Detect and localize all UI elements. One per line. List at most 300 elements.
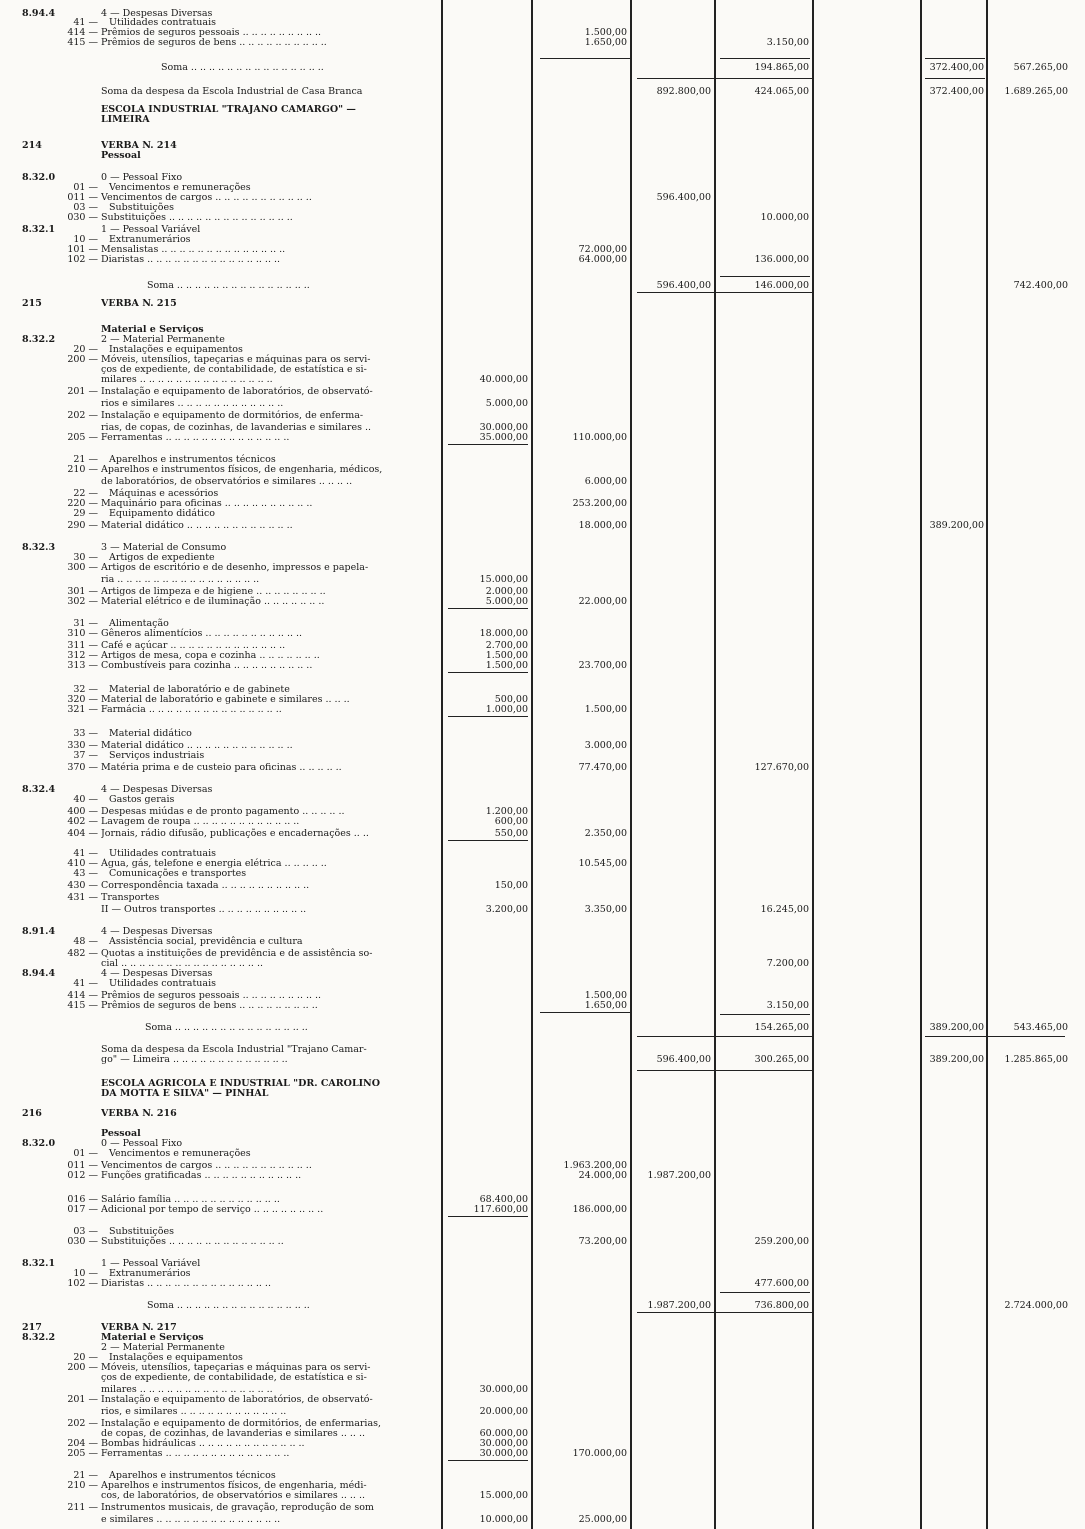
item-number: 03 —	[73, 202, 98, 213]
item-number: 20 —	[73, 344, 98, 355]
amount-col-1: 150,00	[494, 880, 528, 891]
budget-code: 8.32.0	[22, 172, 56, 183]
item-number: 300 —	[67, 562, 98, 573]
item-description: Aparelhos e instrumentos técnicos	[109, 1470, 276, 1481]
ledger-row	[0, 1372, 1085, 1384]
amount-col-1: 30.000,00	[479, 1438, 528, 1449]
item-description: Instalações e equipamentos	[109, 344, 243, 355]
item-description: Lavagem de roupa .. .. .. .. .. .. .. .. .. .. .. ..	[101, 816, 300, 827]
item-description: Máquinas e acessórios	[109, 488, 219, 499]
amount-col-1: 500,00	[494, 694, 528, 705]
item-description: Maquinário para oficinas .. .. .. .. .. .. .. .. .. ..	[101, 498, 313, 509]
amount-col-6: 389.200,00	[929, 1054, 984, 1065]
amount-col-2: 24.000,00	[578, 1170, 627, 1181]
item-number: 10 —	[73, 1268, 98, 1279]
item-number: 330 —	[67, 740, 98, 751]
item-description: Prêmios de seguros pessoais .. .. .. .. .. .. .. .. ..	[101, 27, 322, 38]
item-number: 101 —	[67, 244, 98, 255]
item-description: Gêneros alimentícios .. .. .. .. .. .. .. .. .. .. ..	[101, 628, 303, 639]
item-number: 01 —	[73, 1148, 98, 1159]
ledger-row	[0, 280, 1085, 292]
amount-col-4: 300.265,00	[754, 1054, 809, 1065]
ledger-row	[0, 1300, 1085, 1312]
item-number: 48 —	[73, 936, 98, 947]
item-description: Aparelhos e instrumentos técnicos	[109, 454, 276, 465]
amount-col-4: 16.245,00	[760, 904, 809, 915]
item-number: 011 —	[67, 1160, 98, 1171]
amount-col-4: 3.150,00	[766, 1000, 809, 1011]
item-description: Soma .. .. .. .. .. .. .. .. .. .. .. .. .. .. ..	[145, 1022, 308, 1033]
item-description: 1 — Pessoal Variável	[101, 224, 201, 235]
sum-rule	[925, 58, 985, 59]
sum-rule	[720, 58, 810, 59]
ledger-row	[0, 37, 1085, 49]
item-number: 200 —	[67, 354, 98, 365]
amount-col-4: 194.865,00	[754, 62, 809, 73]
ledger-row	[0, 508, 1085, 520]
item-number: 210 —	[67, 464, 98, 475]
ledger-row	[0, 1278, 1085, 1290]
item-description: Soma da despesa da Escola Industrial de Casa Branca	[101, 86, 363, 97]
amount-col-2: 6.000,00	[584, 476, 627, 487]
item-description: Utilidades contratuais	[109, 17, 216, 28]
item-description: rios e similares .. .. .. .. .. .. .. .. .. .. .. ..	[101, 398, 284, 409]
item-description: Diaristas .. .. .. .. .. .. .. .. .. .. .. .. .. .. ..	[101, 254, 281, 265]
item-description: Substituições .. .. .. .. .. .. .. .. .. .. .. .. ..	[101, 1236, 284, 1247]
item-description: Alimentação	[109, 618, 169, 629]
amount-col-2: 3.000,00	[584, 740, 627, 751]
amount-col-4: 127.670,00	[754, 762, 809, 773]
amount-col-6: 372.400,00	[929, 86, 984, 97]
item-number: 202 —	[67, 410, 98, 421]
ledger-row	[0, 1236, 1085, 1248]
item-description: Combustíveis para cozinha .. .. .. .. .. .. .. .. ..	[101, 660, 313, 671]
ledger-row	[0, 1448, 1085, 1460]
item-number: 313 —	[67, 660, 98, 671]
amount-col-1: 2.000,00	[485, 586, 528, 597]
amount-col-4: 259.200,00	[754, 1236, 809, 1247]
item-description: 1 — Pessoal Variável	[101, 1258, 201, 1269]
amount-col-2: 170.000,00	[572, 1448, 627, 1459]
item-description: e similares .. .. .. .. .. .. .. .. .. .. .. .. .. ..	[101, 1514, 281, 1525]
item-number: 370 —	[67, 762, 98, 773]
item-description: DA MOTTA E SILVA" — PINHAL	[101, 1088, 269, 1099]
ledger-row	[0, 1394, 1085, 1406]
item-number: 03 —	[73, 1226, 98, 1237]
amount-col-3: 596.400,00	[656, 280, 711, 291]
amount-col-2: 1.500,00	[584, 27, 627, 38]
item-number: 310 —	[67, 628, 98, 639]
item-number: 22 —	[73, 488, 98, 499]
item-number: 400 —	[67, 806, 98, 817]
item-number: 41 —	[73, 978, 98, 989]
item-number: 410 —	[67, 858, 98, 869]
item-description: Material didático .. .. .. .. .. .. .. .. .. .. .. ..	[101, 520, 293, 531]
item-description: 0 — Pessoal Fixo	[101, 172, 183, 183]
item-number: 030 —	[67, 212, 98, 223]
item-number: 200 —	[67, 1362, 98, 1373]
item-number: 404 —	[67, 828, 98, 839]
item-number: 102 —	[67, 1278, 98, 1289]
amount-col-1: 30.000,00	[479, 1448, 528, 1459]
item-description: Salário família .. .. .. .. .. .. .. .. .. .. .. ..	[101, 1194, 280, 1205]
amount-col-2: 73.200,00	[578, 1236, 627, 1247]
amount-col-4: 7.200,00	[766, 958, 809, 969]
ledger-row	[0, 212, 1085, 224]
item-description: Prêmios de seguros de bens .. .. .. .. .. .. .. .. ..	[101, 1000, 318, 1011]
amount-col-4: 154.265,00	[754, 1022, 809, 1033]
sum-rule	[448, 1216, 528, 1217]
budget-code: 8.94.4	[22, 8, 56, 19]
ledger-row	[0, 1000, 1085, 1012]
item-description: LIMEIRA	[101, 114, 150, 125]
budget-code: 8.32.1	[22, 1258, 56, 1269]
item-description: Ferramentas .. .. .. .. .. .. .. .. .. .. .. .. .. ..	[101, 432, 290, 443]
item-description: Pessoal	[101, 1128, 141, 1139]
item-description: 0 — Pessoal Fixo	[101, 1138, 183, 1149]
item-number: 41 —	[73, 17, 98, 28]
item-description: Adicional por tempo de serviço .. .. .. .. .. .. .. ..	[101, 1204, 324, 1215]
item-number: 10 —	[73, 234, 98, 245]
item-description: go" — Limeira .. .. .. .. .. .. .. .. .. .. .. .. ..	[101, 1054, 288, 1065]
item-number: 33 —	[73, 728, 98, 739]
item-description: Móveis, utensílios, tapeçarias e máquinas para os servi-	[101, 1362, 371, 1373]
item-number: 402 —	[67, 816, 98, 827]
budget-code: 8.32.4	[22, 784, 56, 795]
sum-rule	[925, 78, 985, 79]
ledger-row	[0, 868, 1085, 880]
item-description: de laboratórios, de observatórios e similares .. .. .. ..	[101, 476, 353, 487]
item-description: 3 — Material de Consumo	[101, 542, 227, 553]
item-description: Artigos de limpeza e de higiene .. .. .. .. .. .. .. ..	[101, 586, 326, 597]
ledger-row	[0, 432, 1085, 444]
sum-rule	[637, 1036, 812, 1037]
ledger-row	[0, 750, 1085, 762]
amount-col-7: 1.689.265,00	[1004, 86, 1068, 97]
ledger-row	[0, 398, 1085, 410]
ledger-row	[0, 114, 1085, 126]
item-description: 4 — Despesas Diversas	[101, 784, 213, 795]
item-description: Quotas a instituições de previdência e de assistência so-	[101, 948, 373, 959]
item-description: Transportes	[101, 892, 160, 903]
item-number: 302 —	[67, 596, 98, 607]
amount-col-1: 1.000,00	[485, 704, 528, 715]
item-number: 312 —	[67, 650, 98, 661]
item-description: Café e açúcar .. .. .. .. .. .. .. .. .. .. .. .. ..	[101, 640, 286, 651]
amount-col-1: 35.000,00	[479, 432, 528, 443]
ledger-row	[0, 794, 1085, 806]
item-description: Correspondência taxada .. .. .. .. .. .. .. .. .. ..	[101, 880, 310, 891]
ledger-row	[0, 892, 1085, 904]
item-description: Bombas hidráulicas .. .. .. .. .. .. .. .. .. .. .. ..	[101, 1438, 305, 1449]
amount-col-7: 567.265,00	[1013, 62, 1068, 73]
item-description: ços de expediente, de contabilidade, de estatística e si-	[101, 364, 367, 375]
ledger-row	[0, 374, 1085, 386]
amount-col-7: 2.724.000,00	[1004, 1300, 1068, 1311]
ledger-row	[0, 410, 1085, 422]
item-description: Artigos de mesa, copa e cozinha .. .. .. .. .. .. ..	[101, 650, 320, 661]
amount-col-6: 389.200,00	[929, 520, 984, 531]
amount-col-1: 5.000,00	[485, 596, 528, 607]
item-description: Artigos de expediente	[109, 552, 215, 563]
item-description: Comunicações e transportes	[109, 868, 247, 879]
item-description: Material e Serviços	[101, 324, 204, 335]
amount-col-4: 424.065,00	[754, 86, 809, 97]
amount-col-4: 736.800,00	[754, 1300, 809, 1311]
item-description: 4 — Despesas Diversas	[101, 926, 213, 937]
budget-code: 8.32.3	[22, 542, 56, 553]
item-number: 204 —	[67, 1438, 98, 1449]
sum-rule	[720, 1292, 810, 1293]
item-description: ços de expediente, de contabilidade, de estatística e si-	[101, 1372, 367, 1383]
item-number: 431 —	[67, 892, 98, 903]
item-number: 017 —	[67, 1204, 98, 1215]
ledger-row	[0, 574, 1085, 586]
item-description: Instalação e equipamento de laboratórios, de observató-	[101, 386, 373, 397]
amount-col-3: 1.987.200,00	[647, 1170, 711, 1181]
amount-col-3: 892.800,00	[656, 86, 711, 97]
amount-col-4: 3.150,00	[766, 37, 809, 48]
item-number: 301 —	[67, 586, 98, 597]
ledger-row	[0, 1054, 1085, 1066]
budget-code: 8.32.2	[22, 334, 56, 345]
amount-col-2: 1.650,00	[584, 37, 627, 48]
budget-code: 8.32.2	[22, 1332, 56, 1343]
item-description: cial .. .. .. .. .. .. .. .. .. .. .. .. .. .. .. ..	[101, 958, 264, 969]
item-description: Material de laboratório e gabinete e similares .. .. ..	[101, 694, 350, 705]
item-description: Utilidades contratuais	[109, 848, 216, 859]
amount-col-7: 742.400,00	[1013, 280, 1068, 291]
sum-rule	[637, 1070, 812, 1071]
amount-col-1: 15.000,00	[479, 1490, 528, 1501]
amount-col-1: 30.000,00	[479, 422, 528, 433]
ledger-row	[0, 562, 1085, 574]
item-description: Aparelhos e instrumentos físicos, de engenharia, médicos,	[101, 464, 383, 475]
item-description: rios, e similares .. .. .. .. .. .. .. .. .. .. .. ..	[101, 1406, 287, 1417]
ledger-row	[0, 386, 1085, 398]
item-description: Jornais, rádio difusão, publicações e encadernações .. ..	[101, 828, 369, 839]
amount-col-1: 15.000,00	[479, 574, 528, 585]
amount-col-2: 23.700,00	[578, 660, 627, 671]
amount-col-1: 40.000,00	[479, 374, 528, 385]
item-number: 32 —	[73, 684, 98, 695]
sum-rule	[448, 1460, 528, 1461]
item-description: milares .. .. .. .. .. .. .. .. .. .. .. .. .. .. ..	[101, 1384, 273, 1395]
ledger-row	[0, 1170, 1085, 1182]
item-description: Vencimentos e remunerações	[109, 1148, 251, 1159]
item-description: Vencimentos de cargos .. .. .. .. .. .. .. .. .. .. ..	[101, 192, 312, 203]
item-description: Soma .. .. .. .. .. .. .. .. .. .. .. .. .. .. ..	[147, 280, 310, 291]
item-description: VERBA N. 214	[101, 140, 177, 151]
sum-rule	[448, 672, 528, 673]
amount-col-1: 3.200,00	[485, 904, 528, 915]
ledger-row	[0, 880, 1085, 892]
sum-rule	[637, 1312, 812, 1313]
item-description: Instalação e equipamento de dormitórios, de enferma-	[101, 410, 364, 421]
ledger-row	[0, 1406, 1085, 1418]
item-description: cos, de laboratórios, de observatórios e similares .. .. ..	[101, 1490, 365, 1501]
item-number: 012 —	[67, 1170, 98, 1181]
item-number: 21 —	[73, 1470, 98, 1481]
item-number: 321 —	[67, 704, 98, 715]
item-number: 430 —	[67, 880, 98, 891]
amount-col-2: 1.650,00	[584, 1000, 627, 1011]
ledger-row	[0, 1088, 1085, 1100]
item-description: Vencimentos de cargos .. .. .. .. .. .. .. .. .. .. ..	[101, 1160, 312, 1171]
amount-col-3: 1.987.200,00	[647, 1300, 711, 1311]
amount-col-1: 5.000,00	[485, 398, 528, 409]
item-description: Matéria prima e de custeio para oficinas .. .. .. .. ..	[101, 762, 342, 773]
item-number: 016 —	[67, 1194, 98, 1205]
item-description: Instrumentos musicais, de gravação, reprodução de som	[101, 1502, 374, 1513]
ledger-row	[0, 628, 1085, 640]
amount-col-6: 389.200,00	[929, 1022, 984, 1033]
amount-col-1: 18.000,00	[479, 628, 528, 639]
ledger-row	[0, 476, 1085, 488]
item-description: Soma .. .. .. .. .. .. .. .. .. .. .. .. .. .. ..	[161, 62, 324, 73]
amount-col-1: 1.500,00	[485, 660, 528, 671]
item-number: 482 —	[67, 948, 98, 959]
item-description: Mensalistas .. .. .. .. .. .. .. .. .. .. .. .. .. ..	[101, 244, 286, 255]
item-description: Material de laboratório e de gabinete	[109, 684, 290, 695]
ledger-row	[0, 150, 1085, 162]
budget-code: 217	[22, 1322, 42, 1333]
item-description: Material e Serviços	[101, 1332, 204, 1343]
ledger-row	[0, 704, 1085, 716]
item-description: Soma da despesa da Escola Industrial "Trajano Camar-	[101, 1044, 367, 1055]
item-description: 2 — Material Permanente	[101, 1342, 225, 1353]
item-number: 30 —	[73, 552, 98, 563]
amount-col-2: 25.000,00	[578, 1514, 627, 1525]
item-description: Material didático .. .. .. .. .. .. .. .. .. .. .. ..	[101, 740, 293, 751]
item-description: Ferramentas .. .. .. .. .. .. .. .. .. .. .. .. .. ..	[101, 1448, 290, 1459]
amount-col-2: 186.000,00	[572, 1204, 627, 1215]
amount-col-4: 477.600,00	[754, 1278, 809, 1289]
amount-col-2: 22.000,00	[578, 596, 627, 607]
item-description: ria .. .. .. .. .. .. .. .. .. .. .. .. .. .. .. ..	[101, 574, 260, 585]
item-description: milares .. .. .. .. .. .. .. .. .. .. .. .. .. .. ..	[101, 374, 273, 385]
item-description: Extranumerários	[109, 1268, 191, 1279]
amount-col-2: 110.000,00	[572, 432, 627, 443]
item-description: Diaristas .. .. .. .. .. .. .. .. .. .. .. .. .. ..	[101, 1278, 271, 1289]
item-number: 20 —	[73, 1352, 98, 1363]
ledger-row	[0, 254, 1085, 266]
amount-col-2: 18.000,00	[578, 520, 627, 531]
amount-col-2: 10.545,00	[578, 858, 627, 869]
sum-rule	[448, 444, 528, 445]
amount-col-1: 1.500,00	[485, 650, 528, 661]
item-number: 210 —	[67, 1480, 98, 1491]
ledger-row	[0, 904, 1085, 916]
ledger-row	[0, 298, 1085, 310]
budget-code: 8.32.1	[22, 224, 56, 235]
sum-rule	[925, 1036, 1065, 1037]
amount-col-1: 30.000,00	[479, 1384, 528, 1395]
sum-rule	[540, 58, 630, 59]
item-description: Despesas miúdas e de pronto pagamento .. .. .. .. ..	[101, 806, 345, 817]
item-number: 415 —	[67, 1000, 98, 1011]
sum-rule	[448, 716, 528, 717]
amount-col-1: 2.700,00	[485, 640, 528, 651]
ledger-row	[0, 936, 1085, 948]
budget-code: 8.32.0	[22, 1138, 56, 1149]
amount-col-1: 10.000,00	[479, 1514, 528, 1525]
item-description: Material didático	[109, 728, 192, 739]
item-description: VERBA N. 215	[101, 298, 177, 309]
item-description: 2 — Material Permanente	[101, 334, 225, 345]
item-number: 37 —	[73, 750, 98, 761]
ledger-row	[0, 1514, 1085, 1526]
item-number: 202 —	[67, 1418, 98, 1429]
amount-col-2: 253.200,00	[572, 498, 627, 509]
item-description: Equipamento didático	[109, 508, 215, 519]
item-description: Utilidades contratuais	[109, 978, 216, 989]
item-description: Instalação e equipamento de laboratórios, de observató-	[101, 1394, 373, 1405]
ledger-row	[0, 1148, 1085, 1160]
ledger-row	[0, 1204, 1085, 1216]
item-number: 102 —	[67, 254, 98, 265]
item-description: Prêmios de seguros pessoais .. .. .. .. .. .. .. .. ..	[101, 990, 322, 1001]
item-number: 414 —	[67, 27, 98, 38]
ledger-row	[0, 762, 1085, 774]
amount-col-4: 136.000,00	[754, 254, 809, 265]
ledger-row	[0, 1108, 1085, 1120]
amount-col-1: 117.600,00	[473, 1204, 528, 1215]
ledger-row	[0, 1502, 1085, 1514]
amount-col-1: 600,00	[494, 816, 528, 827]
ledger-row	[0, 86, 1085, 98]
item-description: II — Outros transportes .. .. .. .. .. .. .. .. .. ..	[101, 904, 307, 915]
amount-col-4: 10.000,00	[760, 212, 809, 223]
item-number: 41 —	[73, 848, 98, 859]
item-number: 205 —	[67, 1448, 98, 1459]
item-description: ESCOLA INDUSTRIAL "TRAJANO CAMARGO" —	[101, 104, 356, 115]
amount-col-4: 146.000,00	[754, 280, 809, 291]
item-description: Móveis, utensílios, tapeçarias e máquinas para os servi-	[101, 354, 371, 365]
amount-col-3: 596.400,00	[656, 192, 711, 203]
amount-col-1: 1.200,00	[485, 806, 528, 817]
item-number: 290 —	[67, 520, 98, 531]
amount-col-2: 1.500,00	[584, 704, 627, 715]
item-number: 211 —	[67, 1502, 98, 1513]
budget-code: 216	[22, 1108, 42, 1119]
item-description: Instalações e equipamentos	[109, 1352, 243, 1363]
item-number: 201 —	[67, 386, 98, 397]
budget-code: 215	[22, 298, 42, 309]
item-number: 40 —	[73, 794, 98, 805]
item-description: 4 — Despesas Diversas	[101, 8, 213, 19]
item-number: 414 —	[67, 990, 98, 1001]
amount-col-1: 68.400,00	[479, 1194, 528, 1205]
amount-col-2: 1.500,00	[584, 990, 627, 1001]
item-number: 220 —	[67, 498, 98, 509]
ledger-row	[0, 816, 1085, 828]
sum-rule	[720, 276, 810, 277]
item-description: Farmácia .. .. .. .. .. .. .. .. .. .. .. .. .. .. ..	[101, 704, 282, 715]
amount-col-3: 596.400,00	[656, 1054, 711, 1065]
item-description: Aparelhos e instrumentos físicos, de engenharia, médi-	[101, 1480, 367, 1491]
item-number: 43 —	[73, 868, 98, 879]
ledger-row	[0, 596, 1085, 608]
item-number: 201 —	[67, 1394, 98, 1405]
item-number: 030 —	[67, 1236, 98, 1247]
ledger-row	[0, 62, 1085, 74]
budget-code: 8.91.4	[22, 926, 56, 937]
item-description: Assistência social, previdência e cultura	[109, 936, 303, 947]
amount-col-2: 72.000,00	[578, 244, 627, 255]
item-description: Artigos de escritório e de desenho, impressos e papela-	[101, 562, 369, 573]
ledger-row	[0, 828, 1085, 840]
